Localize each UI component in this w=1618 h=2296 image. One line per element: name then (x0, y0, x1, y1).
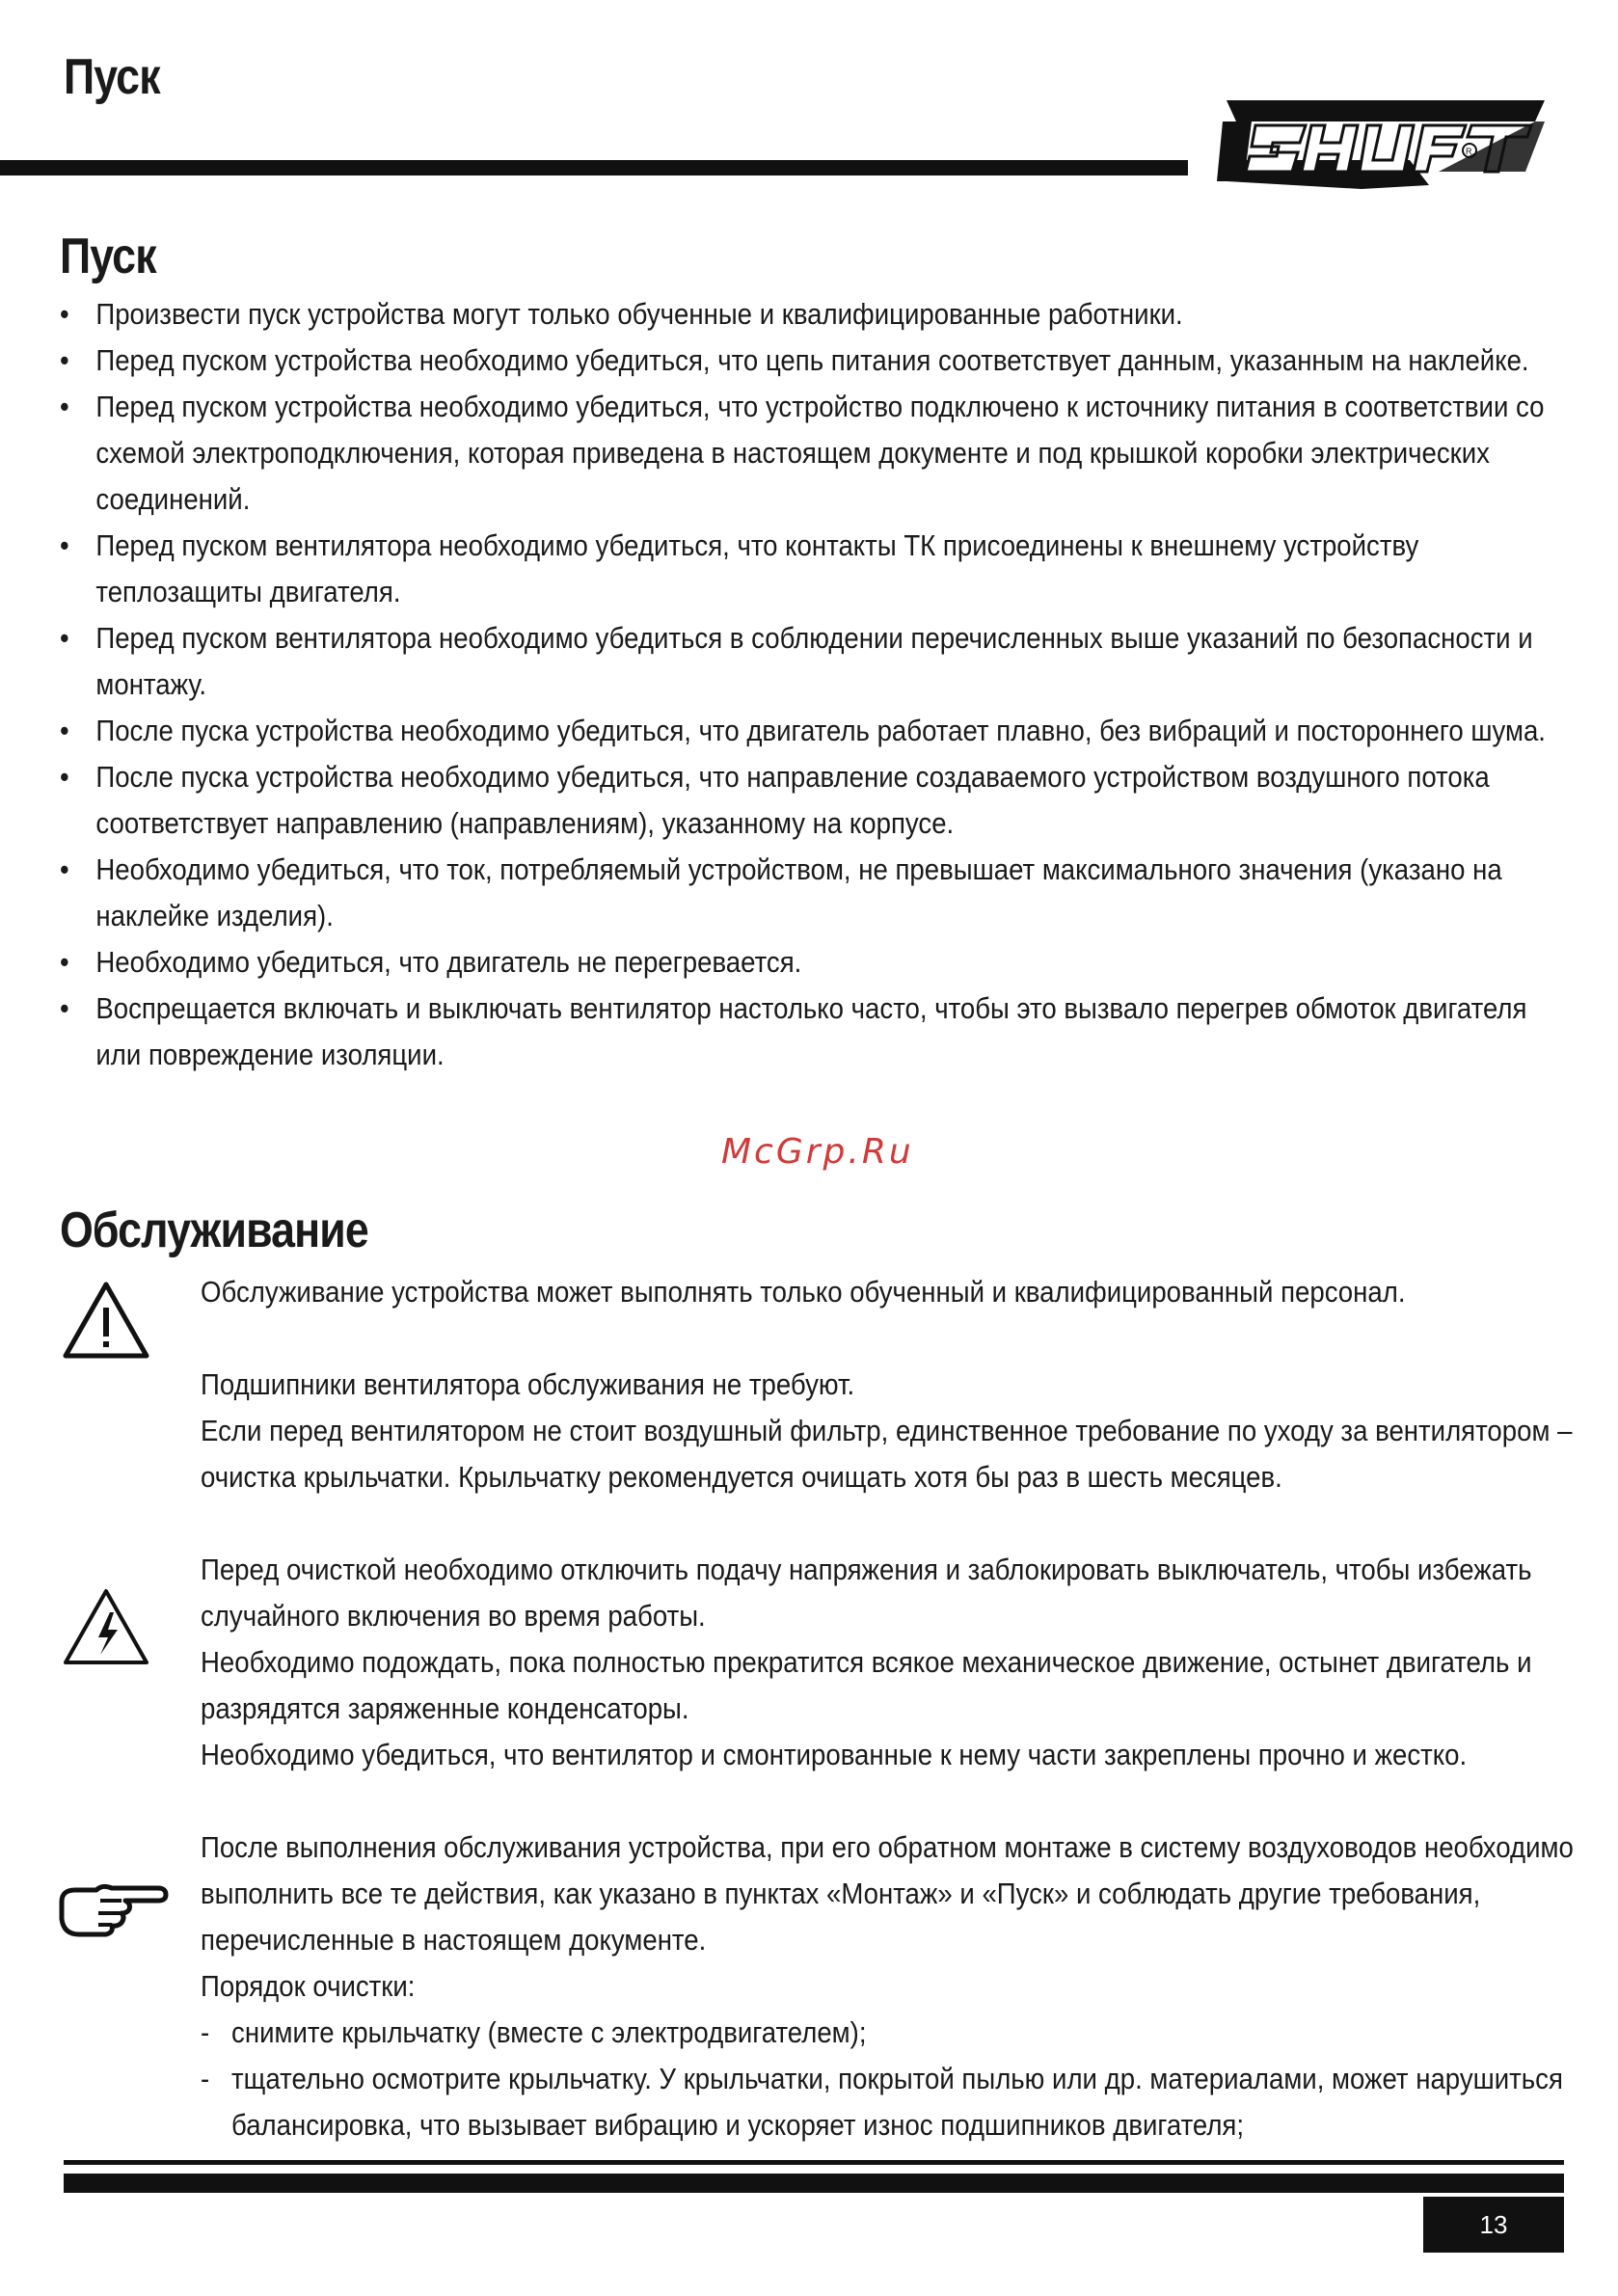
paragraph: Если перед вентилятором не стоит воздушный фильтр, единственное требование по уходу за вентилятором – очистка крыльчатки. Крыльчатку рекомендуется очищать хотя бы раз в шесть месяцев. (201, 1414, 1573, 1494)
list-item (60, 754, 1557, 847)
list-item (60, 338, 1557, 384)
list-item (60, 939, 1557, 986)
bullet-marker: • (60, 760, 69, 794)
bullet-text: После пуска устройства необходимо убедиться, что направление создаваемого устройством воздушного потока соответствует направлению (направлениям), указанному на корпусе. (95, 760, 1490, 840)
header-rule (0, 160, 1188, 176)
warning-triangle-icon (62, 1281, 150, 1360)
paragraph: Необходимо убедиться, что вентилятор и смонтированные к нему части закреплены прочно и жестко. (201, 1738, 1468, 1771)
paragraph: После выполнения обслуживания устройства, при его обратном монтаже в систему воздуховодов необходимо выполнить все те действия, как указано в пунктах «Монтаж» и «Пуск» и соблюдать другие требования, перечисленные в настоящем документе. (201, 1830, 1574, 1957)
list-item (201, 2056, 1595, 2148)
list-item (60, 847, 1557, 939)
maintenance-paragraph-2 (201, 1362, 1595, 1500)
start-bullet-list (60, 291, 1557, 1078)
bullet-marker: • (60, 528, 69, 562)
bullet-text: После пуска устройства необходимо убедиться, что двигатель работает плавно, без вибраций и постороннего шума. (95, 714, 1546, 747)
pointing-hand-icon (58, 1880, 170, 1938)
list-item (60, 523, 1557, 615)
list-item (60, 291, 1557, 338)
bullet-text: Перед пуском вентилятора необходимо убедиться, что контакты ТК присоединены к внешнему устройству теплозащиты двигателя. (95, 528, 1419, 608)
bullet-text: Перед пуском устройства необходимо убедиться, что устройство подключено к источнику питания в соответствии со схемой электроподключения, которая приведена в настоящем документе и под крышкой коробки электрических соединений. (95, 390, 1545, 516)
step-text: снимите крыльчатку (вместе с электродвигателем); (231, 2015, 867, 2049)
paragraph: Обслуживание устройства может выполнять только обученный и квалифицированный персонал. (201, 1275, 1406, 1309)
electric-shock-icon (62, 1587, 150, 1668)
bullet-marker: • (60, 390, 69, 423)
watermark-link[interactable]: McGrp.Ru (721, 1132, 914, 1172)
paragraph: Необходимо подождать, пока полностью прекратится всякое механическое движение, остынет двигатель и разрядятся заряженные конденсаторы. (201, 1645, 1532, 1725)
bullet-marker: • (60, 621, 69, 655)
bullet-marker: • (60, 714, 69, 747)
bullet-text: Произвести пуск устройства могут только обученные и квалифицированные работники. (95, 297, 1183, 331)
maintenance-paragraph-4 (201, 1824, 1595, 2148)
step-text: тщательно осмотрите крыльчатку. У крыльчатки, покрытой пылью или др. материалами, может нарушиться балансировка, что вызывает вибрацию и ускоряет износ подшипников двигателя; (231, 2062, 1563, 2142)
list-item (60, 384, 1557, 523)
list-item (60, 615, 1557, 708)
svg-text:R: R (1466, 147, 1472, 156)
list-item (201, 2010, 1595, 2056)
page-header-title: Пуск (64, 49, 160, 105)
paragraph: Подшипники вентилятора обслуживания не требуют. (201, 1367, 855, 1401)
bullet-text: Перед пуском устройства необходимо убедиться, что цепь питания соответствует данным, указанным на наклейке. (95, 343, 1529, 377)
footer-rule-thin (64, 2160, 1564, 2165)
paragraph: Перед очисткой необходимо отключить подачу напряжения и заблокировать выключатель, чтобы избежать случайного включения во время работы. (201, 1553, 1532, 1633)
footer-rule-thick (64, 2174, 1564, 2193)
bullet-marker: • (60, 852, 69, 886)
bullet-text: Воспрещается включать и выключать вентилятор настолько часто, чтобы это вызвало перегрев обмоток двигателя или повреждение изоляции. (95, 991, 1527, 1071)
cleaning-title: Порядок очистки: (201, 1969, 416, 2003)
start-section-title: Пуск (60, 229, 156, 284)
bullet-marker: • (60, 945, 69, 979)
maintenance-section-title: Обслуживание (60, 1202, 368, 1258)
list-item (60, 708, 1557, 754)
shuft-logo (1217, 93, 1554, 189)
list-item (60, 986, 1557, 1078)
dash-marker: - (201, 2015, 210, 2049)
cleaning-steps-list (201, 2010, 1595, 2148)
bullet-text: Перед пуском вентилятора необходимо убедиться в соблюдении перечисленных выше указаний по безопасности и монтажу. (95, 621, 1533, 701)
bullet-text: Необходимо убедиться, что двигатель не перегревается. (95, 945, 802, 979)
maintenance-paragraph-1 (201, 1269, 1595, 1315)
bullet-marker: • (60, 343, 69, 377)
bullet-marker: • (60, 297, 69, 331)
bullet-text: Необходимо убедиться, что ток, потребляемый устройством, не превышает максимального значения (указано на наклейке изделия). (95, 852, 1502, 932)
page-number: 13 (1423, 2197, 1564, 2253)
bullet-marker: • (60, 991, 69, 1025)
maintenance-paragraph-3 (201, 1547, 1595, 1778)
dash-marker: - (201, 2062, 210, 2095)
